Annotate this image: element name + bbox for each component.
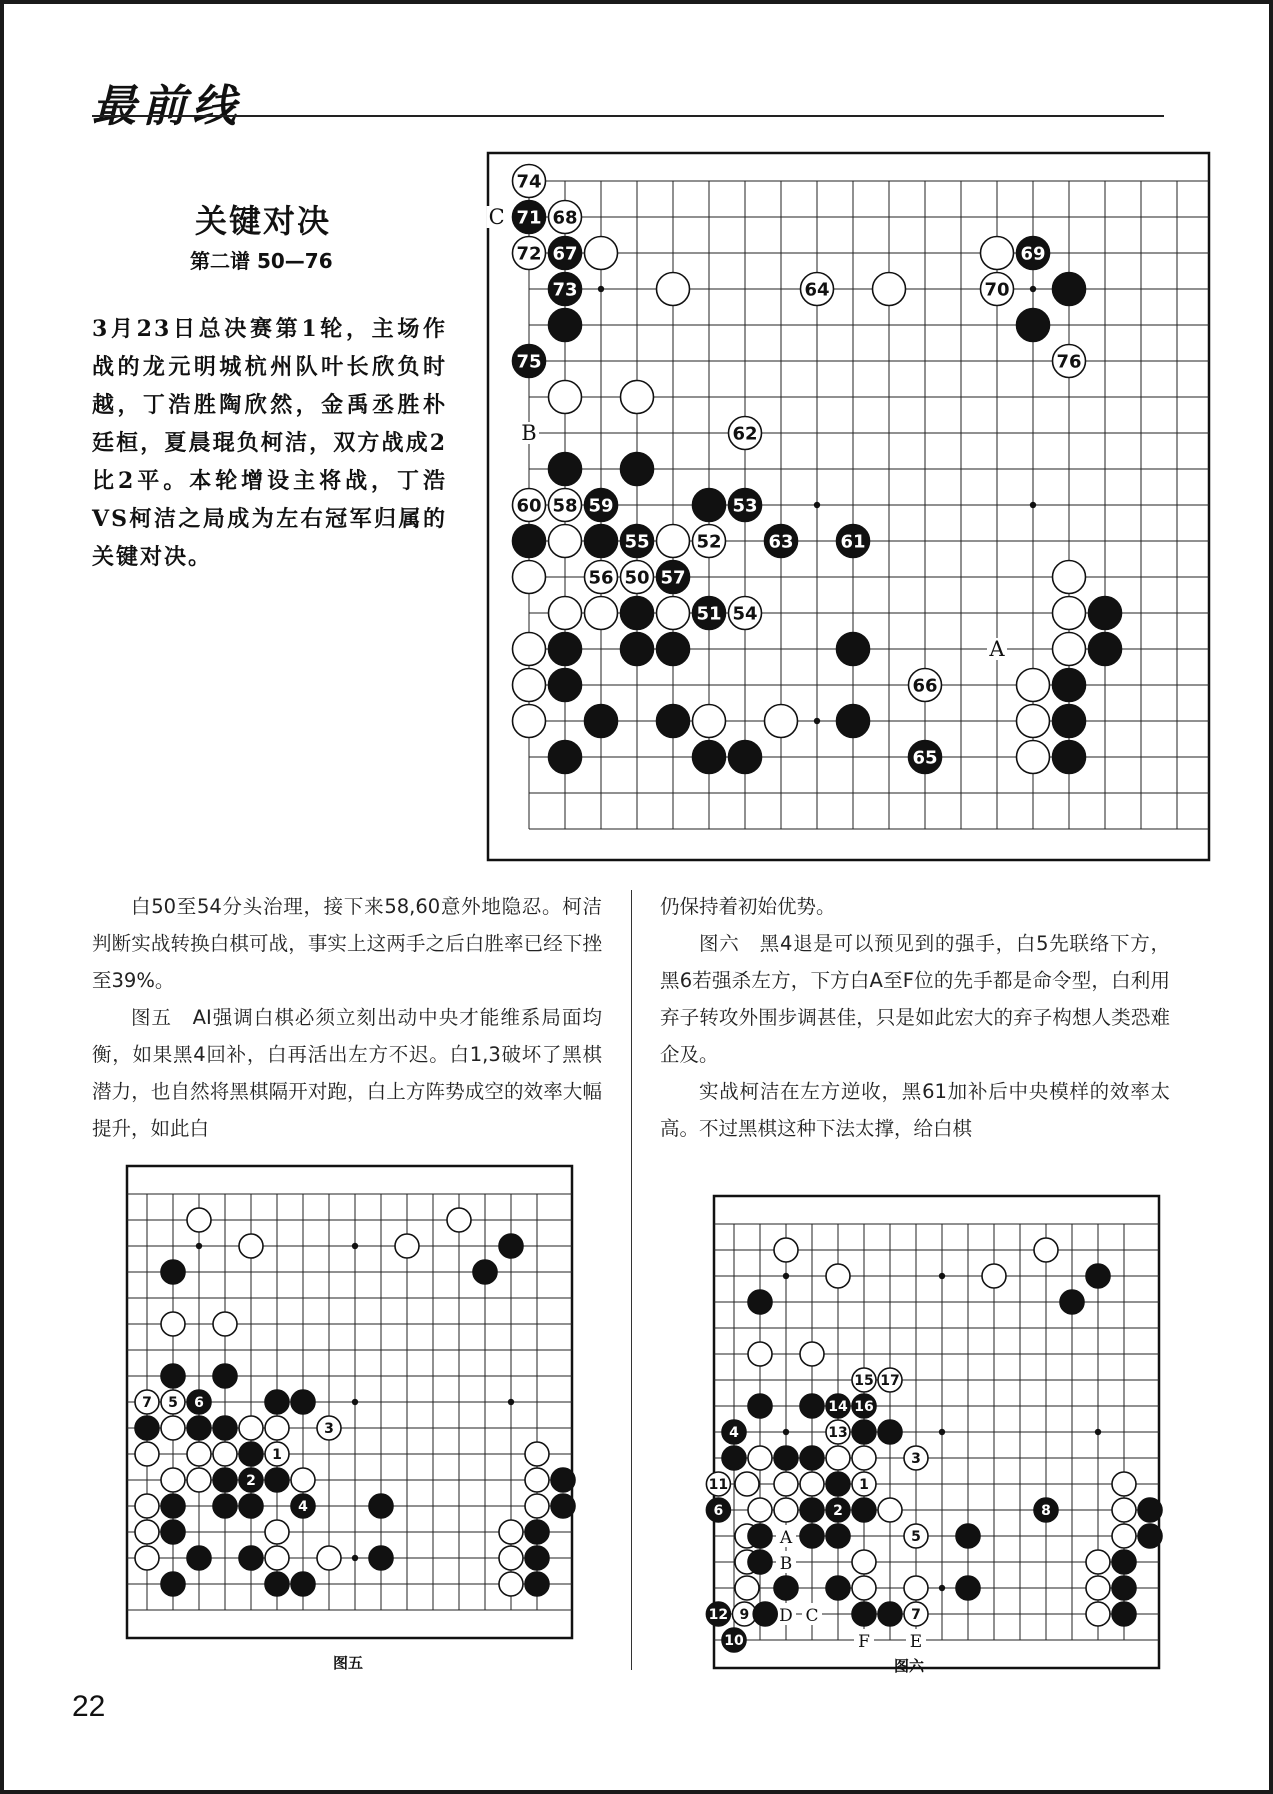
move-number: 6 <box>194 1395 204 1412</box>
white-stone <box>774 1238 798 1262</box>
black-stone <box>161 1260 185 1284</box>
white-stone <box>161 1468 185 1492</box>
black-stone <box>239 1442 263 1466</box>
move-number: 15 <box>854 1373 874 1390</box>
white-stone <box>878 1498 902 1522</box>
black-stone <box>585 525 618 558</box>
body-right-column <box>660 888 1170 1147</box>
black-stone <box>549 453 582 486</box>
body-paragraph: 白50至54分头治理，接下来58,60意外地隐忍。柯洁判断实战转换白棋可战，事实上这两手之后白胜率已经下挫至39%。 <box>92 895 602 992</box>
white-stone <box>1017 669 1050 702</box>
column-divider <box>631 890 632 1670</box>
black-stone <box>837 705 870 738</box>
board-coordinate-label: F <box>858 1632 870 1652</box>
black-stone <box>852 1602 876 1626</box>
black-stone <box>291 1390 315 1414</box>
board-coordinate-label: A <box>779 1528 793 1548</box>
white-stone <box>904 1576 928 1600</box>
white-stone <box>774 1472 798 1496</box>
section-header: 最前线 <box>92 81 242 132</box>
black-stone <box>265 1468 289 1492</box>
move-number: 58 <box>552 495 578 517</box>
hoshi-point <box>352 1399 358 1405</box>
black-stone <box>525 1572 549 1596</box>
black-stone <box>1053 669 1086 702</box>
black-stone <box>1138 1498 1162 1522</box>
white-stone <box>187 1468 211 1492</box>
black-stone <box>525 1520 549 1544</box>
white-stone <box>513 705 546 738</box>
move-number: 14 <box>828 1399 848 1416</box>
move-number: 66 <box>912 675 938 697</box>
move-number: 68 <box>552 207 578 229</box>
move-number: 11 <box>708 1477 729 1494</box>
black-stone <box>729 741 762 774</box>
black-stone <box>774 1576 798 1600</box>
move-number: 60 <box>516 495 542 517</box>
move-number: 52 <box>696 531 722 553</box>
board-svg <box>143 1190 581 1654</box>
move-number: 5 <box>911 1529 921 1546</box>
move-number: 59 <box>588 495 614 517</box>
move-number: 76 <box>1056 351 1082 373</box>
white-stone <box>135 1442 159 1466</box>
white-stone <box>1086 1602 1110 1626</box>
white-stone <box>852 1576 876 1600</box>
black-stone <box>657 705 690 738</box>
black-stone <box>753 1602 777 1626</box>
move-number: 17 <box>880 1373 900 1390</box>
black-stone <box>499 1234 523 1258</box>
board-svg <box>488 145 1253 905</box>
hoshi-point <box>598 286 604 292</box>
article-subtitle: 第二谱 50—76 <box>190 249 333 273</box>
black-stone <box>826 1524 850 1548</box>
move-number: 7 <box>142 1395 152 1412</box>
black-stone <box>213 1416 237 1440</box>
move-number: 12 <box>708 1607 729 1624</box>
black-stone <box>693 741 726 774</box>
move-number: 6 <box>713 1503 724 1520</box>
board-grid <box>529 181 1209 829</box>
white-stone <box>239 1234 263 1258</box>
white-stone <box>1017 741 1050 774</box>
white-stone <box>657 273 690 306</box>
move-number: 62 <box>732 423 758 445</box>
white-stone <box>1112 1524 1136 1548</box>
white-stone <box>657 525 690 558</box>
black-stone <box>800 1446 824 1470</box>
white-stone <box>447 1208 471 1232</box>
black-stone <box>525 1546 549 1570</box>
black-stone <box>621 633 654 666</box>
black-stone <box>551 1494 575 1518</box>
body-paragraph: 图五 AI强调白棋必须立刻出动中央才能维系局面均衡，如果黑4回补，白再活出左方不迟。白1,3破坏了黑棋潜力，也自然将黑棋隔开对跑，白上方阵势成空的效率大幅提升，如此白 <box>92 1006 602 1140</box>
board-coordinate-label: B <box>779 1554 793 1574</box>
black-stone <box>1053 705 1086 738</box>
move-number: 55 <box>624 531 650 553</box>
article-title: 关键对决 <box>195 202 332 240</box>
hoshi-point <box>814 502 820 508</box>
black-stone <box>549 741 582 774</box>
white-stone <box>135 1494 159 1518</box>
black-stone <box>693 489 726 522</box>
black-stone <box>549 309 582 342</box>
white-stone <box>585 597 618 630</box>
board-coordinate-label: D <box>779 1606 793 1626</box>
body-left-column <box>92 888 602 1147</box>
white-stone <box>549 381 582 414</box>
header-rule <box>92 115 1164 117</box>
black-stone <box>549 669 582 702</box>
white-stone <box>765 705 798 738</box>
white-stone <box>657 597 690 630</box>
black-stone <box>852 1420 876 1444</box>
hoshi-point <box>939 1273 945 1279</box>
black-stone <box>513 525 546 558</box>
black-stone <box>837 633 870 666</box>
black-stone <box>291 1572 315 1596</box>
black-stone <box>213 1494 237 1518</box>
black-stone <box>1112 1602 1136 1626</box>
white-stone <box>735 1576 759 1600</box>
black-stone <box>878 1420 902 1444</box>
black-stone <box>239 1494 263 1518</box>
black-stone <box>213 1364 237 1388</box>
white-stone <box>499 1546 523 1570</box>
move-number: 2 <box>833 1503 843 1520</box>
move-number: 8 <box>1041 1503 1051 1520</box>
white-stone <box>265 1416 289 1440</box>
black-stone <box>800 1524 824 1548</box>
move-number: 51 <box>696 603 722 625</box>
white-stone <box>499 1572 523 1596</box>
move-number: 16 <box>854 1399 874 1416</box>
black-stone <box>1089 597 1122 630</box>
move-number: 3 <box>324 1421 334 1438</box>
white-stone <box>693 705 726 738</box>
black-stone <box>1060 1290 1084 1314</box>
black-stone <box>187 1546 211 1570</box>
black-stone <box>1112 1576 1136 1600</box>
white-stone <box>826 1446 850 1470</box>
move-number: 1 <box>272 1447 282 1464</box>
white-stone <box>852 1550 876 1574</box>
hoshi-point <box>939 1585 945 1591</box>
body-paragraph: 图六 黑4退是可以预见到的强手，白5先联络下方，黑6若强杀左方，下方白A至F位的先手都是命令型，白利用弃子转攻外围步调甚佳，只是如此宏大的弃子构想人类恐难企及。 <box>660 932 1170 1066</box>
black-stone <box>161 1520 185 1544</box>
move-number: 1 <box>859 1477 869 1494</box>
black-stone <box>657 633 690 666</box>
white-stone <box>513 633 546 666</box>
black-stone <box>239 1546 263 1570</box>
white-stone <box>1086 1550 1110 1574</box>
diagram-5-caption: 图五 <box>333 1654 364 1672</box>
hoshi-point <box>783 1273 789 1279</box>
black-stone <box>852 1498 876 1522</box>
black-stone <box>187 1416 211 1440</box>
black-stone <box>473 1260 497 1284</box>
white-stone <box>135 1520 159 1544</box>
move-number: 73 <box>552 279 578 301</box>
black-stone <box>1089 633 1122 666</box>
black-stone <box>265 1390 289 1414</box>
white-stone <box>1034 1238 1058 1262</box>
white-stone <box>748 1342 772 1366</box>
hoshi-point <box>1095 1429 1101 1435</box>
move-number: 10 <box>724 1633 744 1650</box>
board-coordinate-label: C <box>488 205 505 229</box>
move-number: 56 <box>588 567 614 589</box>
black-stone <box>213 1468 237 1492</box>
white-stone <box>1112 1498 1136 1522</box>
black-stone <box>722 1446 746 1470</box>
black-stone <box>551 1468 575 1492</box>
move-number: 75 <box>516 351 542 373</box>
black-stone <box>826 1472 850 1496</box>
black-stone <box>1053 741 1086 774</box>
board-coordinate-label: E <box>909 1632 923 1652</box>
white-stone <box>1053 633 1086 666</box>
white-stone <box>135 1546 159 1570</box>
hoshi-point <box>508 1399 514 1405</box>
white-stone <box>187 1442 211 1466</box>
white-stone <box>981 237 1014 270</box>
black-stone <box>748 1524 772 1548</box>
black-stone <box>956 1524 980 1548</box>
move-number: 67 <box>552 243 578 265</box>
board-svg <box>700 1190 1198 1714</box>
black-stone <box>1138 1524 1162 1548</box>
hoshi-point <box>352 1243 358 1249</box>
black-stone <box>549 633 582 666</box>
white-stone <box>774 1498 798 1522</box>
black-stone <box>748 1290 772 1314</box>
black-stone <box>878 1602 902 1626</box>
page-number: 22 <box>72 1690 106 1723</box>
move-number: 61 <box>840 531 866 553</box>
black-stone <box>956 1576 980 1600</box>
black-stone <box>585 705 618 738</box>
black-stone <box>748 1550 772 1574</box>
board-coordinate-label: A <box>989 637 1005 661</box>
body-paragraph: 实战柯洁在左方逆收，黑61加补后中央模样的效率太高。不过黑棋这种下法太撑，给白棋 <box>660 1080 1170 1140</box>
move-number: 65 <box>912 747 938 769</box>
black-stone <box>748 1394 772 1418</box>
white-stone <box>213 1312 237 1336</box>
white-stone <box>982 1264 1006 1288</box>
hoshi-point <box>1030 502 1036 508</box>
white-stone <box>800 1472 824 1496</box>
board-coordinate-label: C <box>805 1606 819 1626</box>
black-stone <box>1017 309 1050 342</box>
black-stone <box>369 1546 393 1570</box>
black-stone <box>1086 1264 1110 1288</box>
white-stone <box>525 1468 549 1492</box>
white-stone <box>873 273 906 306</box>
move-number: 71 <box>516 207 542 229</box>
move-number: 4 <box>298 1499 308 1516</box>
white-stone <box>735 1472 759 1496</box>
body-paragraph: 仍保持着初始优势。 <box>660 895 836 918</box>
white-stone <box>265 1520 289 1544</box>
white-stone <box>1053 597 1086 630</box>
hoshi-point <box>783 1429 789 1435</box>
move-number: 64 <box>804 279 830 301</box>
white-stone <box>395 1234 419 1258</box>
black-stone <box>800 1498 824 1522</box>
black-stone <box>800 1394 824 1418</box>
white-stone <box>1112 1472 1136 1496</box>
black-stone <box>161 1494 185 1518</box>
hoshi-point <box>196 1243 202 1249</box>
white-stone <box>549 525 582 558</box>
move-number: 2 <box>246 1473 256 1490</box>
hoshi-point <box>1030 286 1036 292</box>
go-board-diagram-6 <box>700 1190 1198 1714</box>
black-stone <box>826 1576 850 1600</box>
move-number: 53 <box>732 495 758 517</box>
white-stone <box>239 1416 263 1440</box>
move-number: 54 <box>732 603 758 625</box>
white-stone <box>525 1442 549 1466</box>
go-board-main <box>488 145 1253 905</box>
go-board-diagram-5 <box>143 1190 581 1654</box>
hoshi-point <box>352 1555 358 1561</box>
move-number: 9 <box>739 1607 750 1624</box>
white-stone <box>549 597 582 630</box>
white-stone <box>525 1494 549 1518</box>
move-number: 63 <box>768 531 794 553</box>
hoshi-point <box>939 1429 945 1435</box>
white-stone <box>187 1208 211 1232</box>
white-stone <box>513 561 546 594</box>
white-stone <box>161 1416 185 1440</box>
white-stone <box>213 1442 237 1466</box>
black-stone <box>1112 1550 1136 1574</box>
move-number: 74 <box>516 171 542 193</box>
white-stone <box>621 381 654 414</box>
move-number: 3 <box>911 1451 921 1468</box>
white-stone <box>852 1446 876 1470</box>
move-number: 57 <box>660 567 686 589</box>
white-stone <box>317 1546 341 1570</box>
black-stone <box>1053 273 1086 306</box>
white-stone <box>826 1264 850 1288</box>
white-stone <box>1086 1576 1110 1600</box>
white-stone <box>265 1546 289 1570</box>
black-stone <box>161 1364 185 1388</box>
board-coordinate-label: B <box>521 421 537 445</box>
black-stone <box>621 453 654 486</box>
black-stone <box>621 597 654 630</box>
white-stone <box>161 1312 185 1336</box>
black-stone <box>161 1572 185 1596</box>
diagram-6-caption: 图六 <box>894 1657 925 1675</box>
move-number: 7 <box>911 1607 921 1624</box>
move-number: 69 <box>1020 243 1046 265</box>
move-number: 13 <box>828 1425 848 1442</box>
white-stone <box>748 1498 772 1522</box>
black-stone <box>265 1572 289 1596</box>
black-stone <box>369 1494 393 1518</box>
move-number: 5 <box>168 1395 178 1412</box>
move-number: 50 <box>624 567 650 589</box>
white-stone <box>513 669 546 702</box>
white-stone <box>585 237 618 270</box>
move-number: 70 <box>984 279 1010 301</box>
black-stone <box>135 1416 159 1440</box>
move-number: 72 <box>516 243 542 265</box>
white-stone <box>800 1342 824 1366</box>
white-stone <box>291 1468 315 1492</box>
white-stone <box>1053 561 1086 594</box>
black-stone <box>774 1446 798 1470</box>
article-intro: 3月23日总决赛第1轮，主场作战的龙元明城杭州队叶长欣负时越，丁浩胜陶欣然，金禹丞胜朴廷桓，夏晨琨负柯洁，双方战成2比2平。本轮增设主将战，丁浩VS柯洁之局成为左右冠军归属的关键对决。 <box>92 316 447 570</box>
white-stone <box>748 1446 772 1470</box>
white-stone <box>499 1520 523 1544</box>
move-number: 4 <box>729 1425 739 1442</box>
hoshi-point <box>814 718 820 724</box>
white-stone <box>1017 705 1050 738</box>
